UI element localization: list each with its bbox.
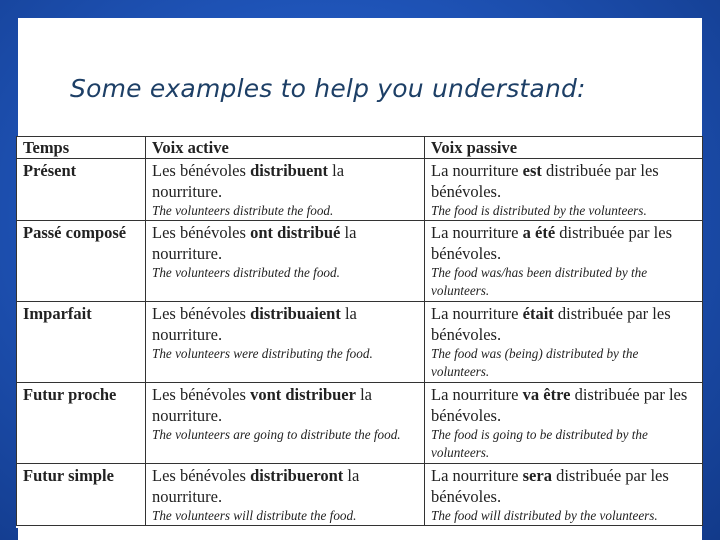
sentence-end: la nourriture. [152,304,357,344]
tense-cell: Futur proche [17,383,146,464]
tense-cell: Présent [17,159,146,221]
english-translation: The volunteers were distributing the food. [152,346,373,361]
active-voice-cell [146,221,425,302]
active-voice-cell [146,159,425,221]
active-voice-cell [146,464,425,526]
active-voice-cell [146,383,425,464]
tense-cell: Imparfait [17,302,146,383]
sentence-end: distribuée par les bénévoles. [431,466,669,506]
sentence-end: distribuée par les bénévoles. [431,223,673,263]
verb-form: distribueront [250,466,344,485]
header-temps: Temps [17,137,146,159]
slide-title: Some examples to help you understand: [70,74,586,103]
english-translation: The volunteers distributed the food. [152,265,340,280]
sentence-end: distribuée par les bénévoles. [431,161,659,201]
english-translation: The food was/has been distributed by the volunteers. [431,265,648,298]
passive-voice-cell [425,159,703,221]
table-row [17,383,703,464]
english-translation: The food is distributed by the volunteers. [431,203,647,218]
table-row [17,221,703,302]
sentence-end: la nourriture. [152,161,345,201]
header-voix-passive: Voix passive [425,137,703,159]
verb-form: distribuent [250,161,328,180]
english-translation: The food is going to be distributed by the volunteers. [431,427,648,460]
verb-form: ont distribué [250,223,341,242]
verb-form: est [522,161,542,180]
sentence-start: La nourriture [431,304,523,323]
verb-form: était [522,304,554,323]
grammar-table [16,136,703,526]
sentence-end: la nourriture. [152,223,357,263]
table-row [17,302,703,383]
sentence-start: Les bénévoles [152,466,251,485]
table-header-row [17,137,703,159]
header-voix-active: Voix active [146,137,425,159]
verb-form: vont distribuer [250,385,356,404]
english-translation: The food was (being) distributed by the volunteers. [431,346,639,379]
sentence-start: Les bénévoles [152,223,251,242]
sentence-start: Les bénévoles [152,385,251,404]
sentence-end: la nourriture. [152,466,360,506]
english-translation: The volunteers distribute the food. [152,203,334,218]
sentence-start: La nourriture [431,161,523,180]
passive-voice-cell [425,383,703,464]
verb-form: distribuaient [250,304,341,323]
active-voice-cell [146,302,425,383]
table-row [17,464,703,526]
tense-cell: Passé composé [17,221,146,302]
verb-form: a été [522,223,556,242]
sentence-start: La nourriture [431,385,523,404]
verb-form: va être [522,385,571,404]
sentence-end: distribuée par les bénévoles. [431,385,688,425]
grammar-table-container [16,136,702,528]
passive-voice-cell [425,302,703,383]
sentence-end: distribuée par les bénévoles. [431,304,671,344]
tense-cell: Futur simple [17,464,146,526]
sentence-start: Les bénévoles [152,304,251,323]
sentence-start: Les bénévoles [152,161,251,180]
passive-voice-cell [425,221,703,302]
passive-voice-cell [425,464,703,526]
verb-form: sera [522,466,552,485]
table-row [17,159,703,221]
english-translation: The food will distributed by the volunteers. [431,508,658,523]
sentence-start: La nourriture [431,466,523,485]
sentence-end: la nourriture. [152,385,372,425]
english-translation: The volunteers are going to distribute the food. [152,427,401,442]
sentence-start: La nourriture [431,223,523,242]
english-translation: The volunteers will distribute the food. [152,508,357,523]
